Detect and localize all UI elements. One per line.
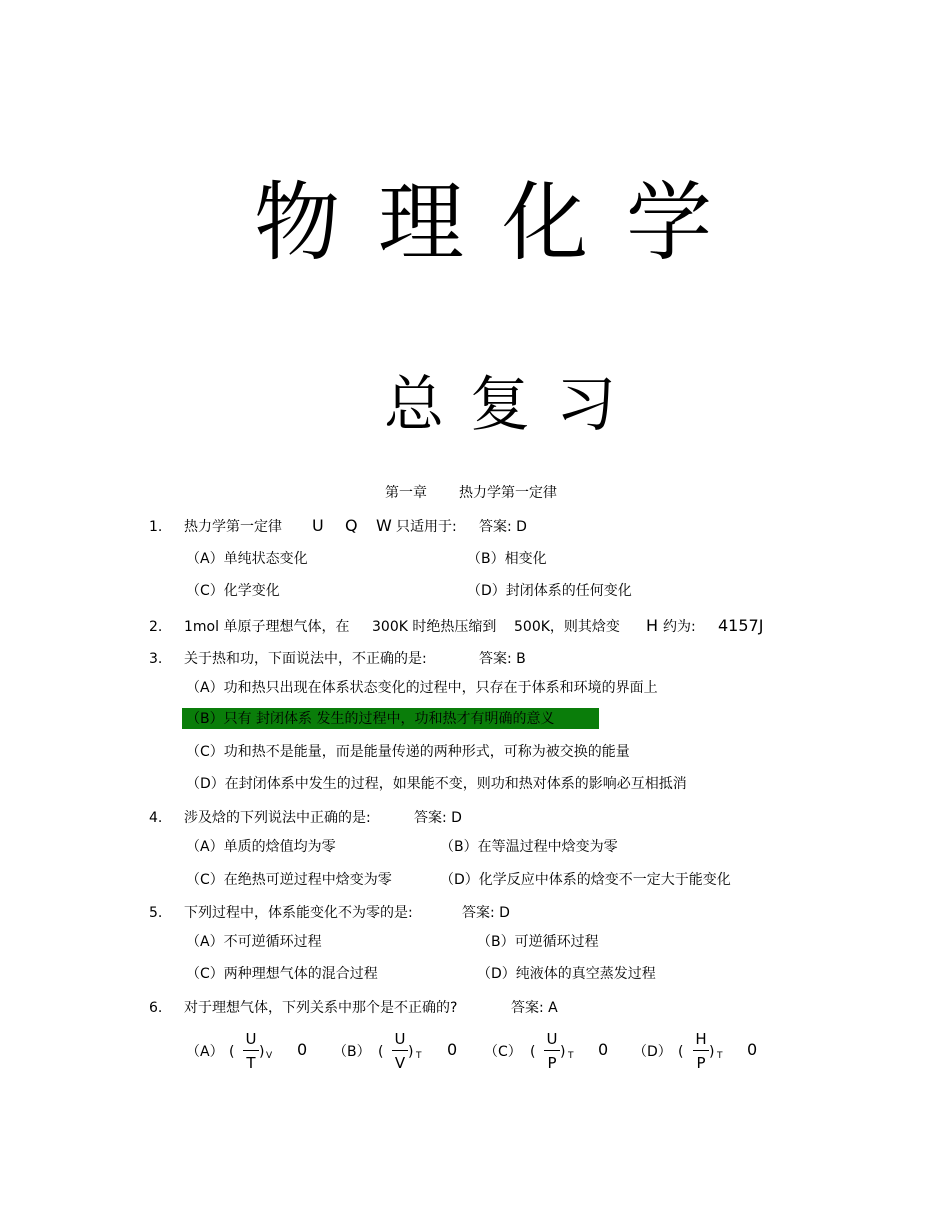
q6-text: 对于理想气体，下列关系中那个是不正确的? bbox=[184, 1000, 458, 1016]
q6-option-b-paren-open: ( bbox=[378, 1044, 384, 1060]
q6-option-c-denominator: P bbox=[547, 1054, 557, 1072]
q2-value: 4157J bbox=[718, 616, 764, 635]
q6-option-d-fraction-bar bbox=[693, 1050, 709, 1051]
q5-option-c: （C）两种理想气体的混合过程 bbox=[186, 966, 378, 982]
q6-option-d-paren-close: ) bbox=[709, 1044, 715, 1060]
q3-option-c: （C）功和热不是能量，而是能量传递的两种形式，可称为被交换的能量 bbox=[186, 744, 630, 760]
q1-option-d: （D）封闭体系的任何变化 bbox=[467, 583, 632, 599]
q6-option-d-paren-open: ( bbox=[678, 1044, 684, 1060]
q6-option-b-fraction-bar bbox=[392, 1050, 408, 1051]
q3-number: 3. bbox=[149, 651, 163, 667]
q6-option-a-value: 0 bbox=[297, 1040, 308, 1059]
q1-symbol-u: U bbox=[312, 516, 324, 535]
q6-option-b-numerator: U bbox=[394, 1030, 406, 1048]
q6-option-b-paren-close: ) bbox=[408, 1044, 414, 1060]
q3-text: 关于热和功，下面说法中，不正确的是: bbox=[184, 651, 427, 667]
q6-option-c-subscript: T bbox=[568, 1051, 574, 1061]
q6-option-a-paren-close: ) bbox=[259, 1044, 265, 1060]
q4-option-d: （D）化学反应中体系的焓变不一定大于能变化 bbox=[440, 872, 731, 888]
q6-option-a-label: （A） bbox=[186, 1044, 224, 1060]
q1-option-a: （A）单纯状态变化 bbox=[186, 551, 308, 567]
q6-option-d-subscript: T bbox=[717, 1051, 723, 1061]
q2-number: 2. bbox=[149, 619, 163, 635]
q2-part4: 约为: bbox=[663, 619, 696, 635]
q1-option-c: （C）化学变化 bbox=[186, 583, 280, 599]
q6-option-a-fraction-bar bbox=[243, 1050, 259, 1051]
q4-option-b: （B）在等温过程中焓变为零 bbox=[440, 839, 618, 855]
q3-answer: 答案: B bbox=[479, 651, 526, 667]
q5-text: 下列过程中，体系能变化不为零的是: bbox=[184, 905, 413, 921]
q6-answer: 答案: A bbox=[511, 1000, 558, 1016]
q1-answer: 答案: D bbox=[479, 519, 527, 535]
q6-option-a-paren-open: ( bbox=[229, 1044, 235, 1060]
page-title: 物理化学 bbox=[254, 173, 750, 273]
q6-option-b-value: 0 bbox=[447, 1040, 458, 1059]
q6-option-a-numerator: U bbox=[245, 1030, 257, 1048]
chapter-number: 第一章 bbox=[385, 485, 427, 501]
q6-option-c-paren-open: ( bbox=[530, 1044, 536, 1060]
q6-option-b-label: （B） bbox=[333, 1044, 371, 1060]
q4-text: 涉及焓的下列说法中正确的是: bbox=[184, 810, 371, 826]
q2-part2: 300K 时绝热压缩到 bbox=[372, 619, 497, 635]
q2-part3: 500K，则其焓变 bbox=[514, 619, 620, 635]
q2-part1: 1mol 单原子理想气体，在 bbox=[184, 619, 350, 635]
q6-option-c-numerator: U bbox=[546, 1030, 558, 1048]
q1-symbol-w: W bbox=[376, 516, 392, 535]
page-subtitle: 总复习 bbox=[384, 370, 642, 440]
q5-number: 5. bbox=[149, 905, 163, 921]
q2-symbol-h: H bbox=[646, 616, 659, 635]
q1-number: 1. bbox=[149, 519, 163, 535]
q3-option-b: （B）只有 封闭体系 发生的过程中，功和热才有明确的意义 bbox=[186, 711, 555, 727]
q6-option-a-subscript: V bbox=[266, 1051, 273, 1061]
q3-option-d: （D）在封闭体系中发生的过程，如果能不变，则功和热对体系的影响必互相抵消 bbox=[186, 776, 687, 792]
q5-option-a: （A）不可逆循环过程 bbox=[186, 934, 322, 950]
q4-answer: 答案: D bbox=[414, 810, 462, 826]
q5-option-b: （B）可逆循环过程 bbox=[477, 934, 599, 950]
q6-option-d-numerator: H bbox=[695, 1030, 707, 1048]
q1-tail: 只适用于: bbox=[396, 519, 457, 535]
q1-text: 热力学第一定律 bbox=[184, 519, 282, 535]
q6-option-c-label: （C） bbox=[484, 1044, 522, 1060]
q5-answer: 答案: D bbox=[462, 905, 510, 921]
q1-option-b: （B）相变化 bbox=[467, 551, 547, 567]
q6-option-c-paren-close: ) bbox=[560, 1044, 566, 1060]
q6-option-b-subscript: T bbox=[416, 1051, 422, 1061]
q6-number: 6. bbox=[149, 1000, 163, 1016]
q5-option-d: （D）纯液体的真空蒸发过程 bbox=[477, 966, 656, 982]
q6-option-b-denominator: V bbox=[394, 1054, 406, 1072]
q6-option-c-value: 0 bbox=[598, 1040, 609, 1059]
q4-option-a: （A）单质的焓值均为零 bbox=[186, 839, 336, 855]
q1-symbol-q: Q bbox=[345, 516, 358, 535]
q6-option-c-fraction-bar bbox=[544, 1050, 560, 1051]
q3-option-a: （A）功和热只出现在体系状态变化的过程中，只存在于体系和环境的界面上 bbox=[186, 680, 658, 696]
q6-option-a-denominator: T bbox=[246, 1054, 256, 1072]
q6-option-d-denominator: P bbox=[696, 1054, 706, 1072]
q4-option-c: （C）在绝热可逆过程中焓变为零 bbox=[186, 872, 392, 888]
q4-number: 4. bbox=[149, 810, 163, 826]
q6-option-d-value: 0 bbox=[747, 1040, 758, 1059]
q6-option-d-label: （D） bbox=[633, 1044, 672, 1060]
chapter-name: 热力学第一定律 bbox=[459, 485, 557, 501]
